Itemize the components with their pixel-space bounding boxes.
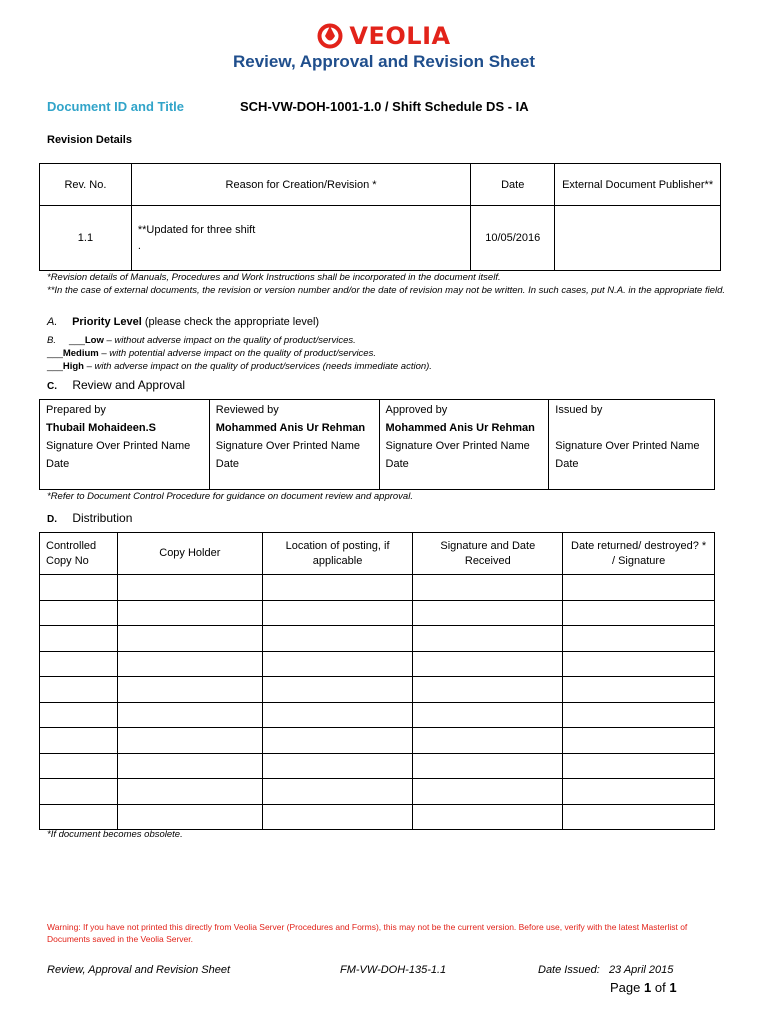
table-cell[interactable] [563, 600, 715, 626]
publisher-header: External Document Publisher** [555, 164, 721, 206]
revision-details-heading: Revision Details [47, 134, 132, 146]
table-row [40, 575, 715, 601]
page-current: 1 [644, 980, 652, 995]
date-issued-label: Date Issued: [538, 964, 600, 976]
table-cell[interactable] [413, 575, 563, 601]
table-cell[interactable] [563, 651, 715, 677]
person-name: Mohammed Anis Ur Rehman [385, 422, 535, 434]
table-cell[interactable] [117, 779, 262, 805]
distribution-note: *If document becomes obsolete. [47, 829, 183, 840]
table-cell[interactable] [413, 779, 563, 805]
table-cell[interactable] [563, 779, 715, 805]
table-cell[interactable] [117, 804, 262, 830]
table-cell[interactable] [413, 651, 563, 677]
table-cell[interactable] [117, 728, 262, 754]
priority-name: High [62, 361, 84, 372]
revision-note-1: *Revision details of Manuals, Procedures and Work Instructions shall be incorporated in the document itself. [47, 272, 501, 283]
table-cell[interactable] [563, 702, 715, 728]
table-cell[interactable] [262, 804, 413, 830]
veolia-logo-icon [317, 23, 343, 49]
table-cell[interactable] [563, 626, 715, 652]
reason-cell [131, 206, 470, 271]
table-cell[interactable] [262, 753, 413, 779]
issued-by-cell [549, 400, 715, 490]
table-cell[interactable] [40, 702, 118, 728]
warning-notice: Warning: If you have not printed this directly from Veolia Server (Procedures and Forms), this may not be the current version. Before use, verify with the latest Masterlist of Documents saved in the Veolia Server. [47, 922, 688, 944]
signature-label: Signature Over Printed Name [215, 440, 361, 452]
priority-name: Medium [62, 348, 99, 359]
table-cell[interactable] [117, 600, 262, 626]
document-id-label: Document ID and Title [47, 99, 184, 114]
priority-blank[interactable]: ___ [69, 335, 85, 346]
table-cell[interactable] [563, 575, 715, 601]
table-cell[interactable] [563, 753, 715, 779]
date-label: Date [215, 458, 240, 470]
priority-blank[interactable]: ___ [47, 348, 63, 359]
role-label: Approved by [385, 404, 448, 416]
section-letter: C. [47, 381, 57, 392]
table-row [40, 728, 715, 754]
table-row [40, 206, 721, 271]
table-row [40, 779, 715, 805]
signature-received-header: Signature and Date Received [413, 533, 563, 575]
table-cell[interactable] [262, 626, 413, 652]
priority-desc: – without adverse impact on the quality of product/services. [103, 335, 356, 346]
person-name: Mohammed Anis Ur Rehman [215, 422, 366, 434]
role-label: Issued by [555, 404, 603, 416]
controlled-copy-header: Controlled Copy No [40, 533, 118, 575]
page-prefix: Page [610, 980, 641, 995]
priority-name: Low [84, 335, 104, 346]
table-cell[interactable] [40, 626, 118, 652]
table-cell[interactable] [262, 702, 413, 728]
approved-by-cell [379, 400, 549, 490]
distribution-table [39, 532, 715, 830]
table-cell[interactable] [262, 575, 413, 601]
rev-no-cell: 1.1 [40, 206, 132, 271]
priority-level-section [47, 316, 319, 328]
date-label: Date [555, 458, 579, 470]
signature-label: Signature Over Printed Name [385, 440, 530, 452]
table-cell[interactable] [413, 626, 563, 652]
role-label: Reviewed by [215, 404, 279, 416]
table-cell[interactable] [413, 804, 563, 830]
table-row [40, 804, 715, 830]
revision-note-2: **In the case of external documents, the revision or version number and/or the date of revision may not be written. In such cases, put N.A. in the appropriate field. [47, 285, 726, 296]
location-header: Location of posting, if applicable [262, 533, 413, 575]
review-approval-heading [47, 378, 185, 392]
priority-desc: – with adverse impact on the quality of product/services (needs immediate action). [83, 361, 432, 372]
publisher-cell [555, 206, 721, 271]
table-cell[interactable] [413, 753, 563, 779]
role-label: Prepared by [46, 404, 106, 416]
section-letter: A. [47, 316, 58, 328]
table-cell[interactable] [262, 600, 413, 626]
section-letter: B. [47, 335, 56, 346]
page-total: 1 [669, 980, 677, 995]
document-id-value: SCH-VW-DOH-1001-1.0 / Shift Schedule DS - IA [240, 99, 529, 114]
table-cell[interactable] [40, 677, 118, 703]
table-cell[interactable] [40, 804, 118, 830]
revision-header-row [40, 164, 721, 206]
table-cell[interactable] [262, 677, 413, 703]
date-label: Date [385, 458, 409, 470]
date-issued-value: 23 April 2015 [608, 964, 674, 976]
priority-medium [47, 347, 376, 360]
table-row [40, 753, 715, 779]
review-note: *Refer to Document Control Procedure for guidance on document review and approval. [47, 491, 413, 502]
table-cell[interactable] [413, 677, 563, 703]
table-cell[interactable] [413, 600, 563, 626]
table-cell[interactable] [117, 753, 262, 779]
page-of: of [654, 980, 666, 995]
table-cell[interactable] [40, 753, 118, 779]
table-cell[interactable] [40, 651, 118, 677]
reason-line: . [137, 240, 141, 252]
table-cell[interactable] [563, 677, 715, 703]
table-cell[interactable] [563, 728, 715, 754]
person-name: Thubail Mohaideen.S [46, 422, 157, 434]
table-row [40, 702, 715, 728]
priority-level-label: Priority Level [72, 316, 142, 328]
person-name [555, 419, 708, 437]
distribution-header-row [40, 533, 715, 575]
priority-blank[interactable]: ___ [47, 361, 63, 372]
page-title: Review, Approval and Revision Sheet [233, 52, 535, 71]
table-cell[interactable] [117, 702, 262, 728]
footer-form-code: FM-VW-DOH-135-1.1 [340, 964, 447, 976]
section-title: Review and Approval [72, 378, 186, 392]
priority-low [47, 334, 356, 347]
table-cell[interactable] [40, 728, 118, 754]
date-cell: 10/05/2016 [471, 206, 555, 271]
rev-no-header: Rev. No. [40, 164, 132, 206]
reviewed-by-cell [209, 400, 379, 490]
table-cell[interactable] [262, 651, 413, 677]
table-row [40, 651, 715, 677]
table-cell[interactable] [262, 728, 413, 754]
date-label: Date [46, 458, 70, 470]
copy-holder-header: Copy Holder [117, 533, 262, 575]
table-row [40, 626, 715, 652]
date-header: Date [471, 164, 555, 206]
table-cell[interactable] [40, 575, 118, 601]
section-title: Distribution [72, 511, 133, 525]
distribution-heading [47, 511, 132, 525]
table-cell[interactable] [413, 728, 563, 754]
table-cell[interactable] [117, 626, 262, 652]
footer-date-issued [538, 964, 673, 976]
veolia-logo [0, 22, 768, 50]
table-row [40, 600, 715, 626]
table-cell[interactable] [40, 600, 118, 626]
table-cell[interactable] [563, 804, 715, 830]
prepared-by-cell [40, 400, 210, 490]
table-cell[interactable] [117, 651, 262, 677]
reason-header: Reason for Creation/Revision * [131, 164, 470, 206]
table-row [40, 677, 715, 703]
table-cell[interactable] [413, 702, 563, 728]
table-cell[interactable] [117, 575, 262, 601]
priority-level-hint: (please check the appropriate level) [144, 316, 320, 328]
footer-title: Review, Approval and Revision Sheet [47, 964, 231, 976]
approval-row [40, 400, 715, 490]
signature-label: Signature Over Printed Name [46, 440, 191, 452]
signature-label: Signature Over Printed Name [555, 440, 700, 452]
logo-text: VEOLIA [349, 22, 451, 50]
table-cell[interactable] [40, 779, 118, 805]
section-letter: D. [47, 514, 57, 525]
approval-table [39, 399, 715, 490]
priority-desc: – with potential adverse impact on the quality of product/services. [98, 348, 376, 359]
revision-table [39, 163, 721, 271]
page-number [610, 980, 677, 995]
date-returned-header: Date returned/ destroyed? * / Signature [563, 533, 715, 575]
reason-line: **Updated for three shift [137, 224, 256, 236]
table-cell[interactable] [262, 779, 413, 805]
priority-high [47, 360, 432, 373]
table-cell[interactable] [117, 677, 262, 703]
